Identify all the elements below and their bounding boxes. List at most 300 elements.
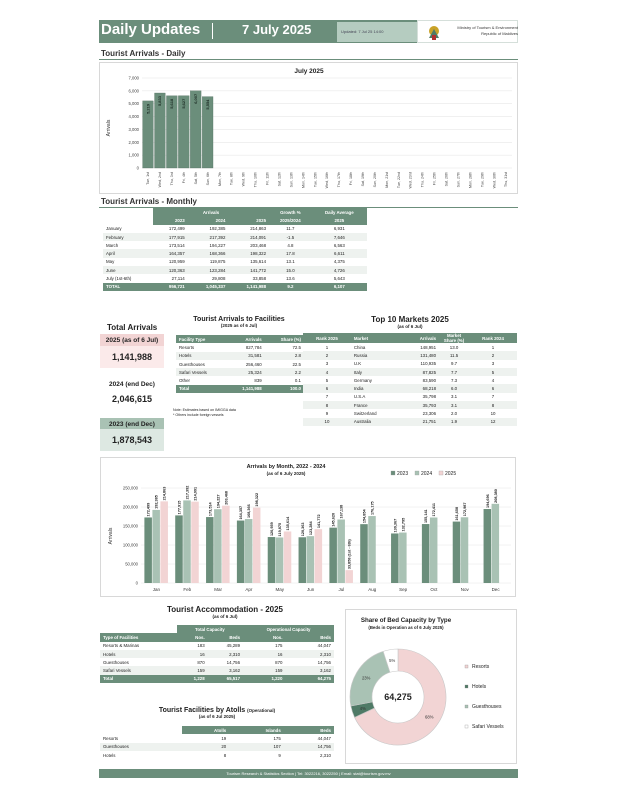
pie-legend-label: Hotels bbox=[472, 684, 487, 690]
pie-legend-swatch bbox=[465, 685, 468, 688]
atolls-row bbox=[100, 751, 334, 759]
top10-row bbox=[303, 360, 517, 368]
accommodation-total-tbeds: 65,517 bbox=[208, 675, 243, 683]
accommodation-col-operational: Operational Capacity bbox=[243, 625, 334, 633]
accommodation-cell-tbeds: 14,756 bbox=[226, 659, 241, 665]
monthly-bar-label: 194,696 bbox=[485, 494, 490, 509]
monthly-y-tick: 0 bbox=[135, 580, 138, 586]
top10-cell-arrivals: 21,751 bbox=[400, 418, 439, 426]
top10-cell-share: 2.0 bbox=[451, 411, 458, 417]
page-title: Daily Updates bbox=[101, 21, 201, 38]
footer-contact: Tourism Research & Statistics Section | Tel: 3022216, 3022250 | Email: stat@tourism.gov.mv bbox=[99, 769, 518, 778]
monthly-total-a2023: 956,721 bbox=[153, 283, 188, 291]
total-2025-label: 2025 (as of 6 Jul) bbox=[100, 334, 164, 347]
top10-cell-share: 7.3 bbox=[451, 377, 458, 383]
top10-cell-arrivals: 148,951 bbox=[420, 344, 437, 350]
monthly-cell-month: February bbox=[103, 233, 153, 241]
atolls-subtitle: (as of 6 Jul 2025) bbox=[198, 714, 236, 719]
monthly-bar bbox=[360, 524, 368, 583]
facilities-col-arrivals: Arrivals bbox=[227, 335, 265, 343]
monthly-bar-label: 123,284 bbox=[308, 521, 313, 536]
monthly-cell-avg: 7,646 bbox=[312, 233, 367, 241]
daily-y-tick: 5,000 bbox=[128, 101, 139, 107]
top10-cell-rank: 5 bbox=[325, 377, 329, 383]
top10-cell-rank: 4 bbox=[303, 368, 351, 376]
monthly-bar-label: 176,175 bbox=[370, 501, 375, 516]
monthly-bar bbox=[422, 524, 430, 583]
facilities-row bbox=[176, 360, 304, 368]
top10-cell-share: 6.0 bbox=[439, 384, 469, 392]
monthly-cell-a2023: 27,114 bbox=[171, 276, 185, 282]
daily-bar-label: 5,627 bbox=[181, 98, 187, 109]
monthly-cell-month: July (1st-6th) bbox=[106, 276, 132, 282]
daily-x-tick: Fri, 25th bbox=[432, 172, 437, 186]
top10-cell-rank24: 5 bbox=[469, 368, 517, 376]
monthly-cell-growth: 13.1 bbox=[286, 259, 295, 265]
accommodation-cell-type: Safari Vessels bbox=[100, 666, 177, 674]
top10-cell-rank24: 10 bbox=[490, 411, 496, 417]
monthly-bar-label: 172,499 bbox=[146, 502, 151, 517]
facilities-cell-type: Safari Vessels bbox=[176, 368, 227, 376]
atolls-title-line bbox=[100, 707, 334, 714]
facilities-cell-share: 22.5 bbox=[292, 361, 301, 367]
daily-y-tick: 7,000 bbox=[128, 75, 139, 81]
monthly-total-row bbox=[103, 283, 367, 291]
monthly-x-tick: Sep bbox=[399, 587, 408, 592]
monthly-x-tick: Jun bbox=[306, 587, 315, 592]
pie-legend-label: Guesthouses bbox=[472, 704, 502, 710]
monthly-bar bbox=[461, 517, 469, 583]
facilities-cell-share: 0.1 bbox=[294, 378, 301, 384]
monthly-x-tick: Aug bbox=[368, 587, 377, 592]
top10-row bbox=[303, 418, 517, 426]
monthly-bar bbox=[237, 521, 245, 583]
monthly-bar-label: 161,658 bbox=[455, 506, 460, 521]
atolls-cell-islands: 9 bbox=[278, 752, 281, 758]
top10-cell-rank24: 1 bbox=[491, 344, 495, 350]
title-separator bbox=[212, 23, 213, 39]
monthly-bar-label: 203,468 bbox=[224, 490, 229, 505]
top10-col-market: Market bbox=[351, 333, 401, 343]
monthly-bar-label: 164,357 bbox=[239, 505, 244, 520]
accommodation-cell-obeds: 14,756 bbox=[317, 659, 331, 665]
bed-share-chart bbox=[346, 610, 518, 765]
daily-x-tick: Sun, 20th bbox=[372, 172, 377, 188]
accommodation-cell-onos: 16 bbox=[243, 650, 285, 658]
atolls-cell-beds: 2,310 bbox=[320, 752, 331, 758]
facilities-col-share: Share (%) bbox=[265, 335, 304, 343]
top10-cell-rank24: 2 bbox=[469, 351, 517, 359]
monthly-x-tick: May bbox=[275, 587, 285, 592]
monthly-y-tick: 50,000 bbox=[125, 561, 138, 567]
daily-x-tick: Mon, 7th bbox=[217, 172, 222, 186]
monthly-cell-avg: 5,643 bbox=[333, 276, 345, 282]
daily-bar-label: 5,833 bbox=[157, 96, 163, 107]
daily-x-tick: Tue, 8th bbox=[229, 172, 234, 186]
monthly-cell-a2025: 214,091 bbox=[228, 233, 269, 241]
bed-share-panel bbox=[345, 609, 517, 764]
daily-chart bbox=[100, 63, 519, 195]
monthly-bar bbox=[315, 529, 323, 583]
monthly-cell-month: March bbox=[106, 242, 119, 248]
atolls-cell-islands: 175 bbox=[273, 735, 281, 741]
monthly-total-a2025: 1,141,988 bbox=[228, 283, 269, 291]
atolls-rows bbox=[100, 734, 334, 759]
daily-bar-label: 5,554 bbox=[204, 99, 210, 110]
monthly-bar bbox=[152, 510, 160, 583]
top10-cell-share: 1.9 bbox=[439, 418, 469, 426]
facilities-rows bbox=[176, 343, 304, 393]
accommodation-total-type: Total bbox=[100, 675, 177, 683]
top10-row bbox=[303, 401, 517, 409]
facilities-cell-share: 2.8 bbox=[265, 352, 304, 360]
facilities-cell-share: 2.2 bbox=[265, 368, 304, 376]
facilities-title: Tourist Arrivals to Facilities bbox=[193, 316, 285, 323]
top10-row bbox=[303, 368, 517, 376]
accommodation-cell-type: Hotels bbox=[100, 650, 177, 658]
monthly-cell-growth: 17.8 bbox=[269, 249, 312, 257]
atolls-row bbox=[100, 743, 334, 751]
top10-cell-market: India bbox=[351, 384, 401, 392]
top10-cell-arrivals: 68,218 bbox=[400, 384, 439, 392]
top10-table bbox=[303, 333, 517, 426]
monthly-cell-avg: 6,611 bbox=[312, 249, 367, 257]
monthly-cell-growth: 4.8 bbox=[287, 242, 294, 248]
daily-x-tick: Fri, 4th bbox=[181, 172, 186, 184]
daily-x-tick: Thu, 17th bbox=[337, 172, 342, 188]
monthly-bar-label: 167,138 bbox=[339, 504, 344, 519]
monthly-cell-a2023: 164,357 bbox=[153, 249, 188, 257]
total-arrivals-title: Total Arrivals bbox=[107, 323, 158, 332]
monthly-bar bbox=[307, 536, 315, 583]
daily-y-tick: 6,000 bbox=[128, 88, 139, 94]
monthly-bar-label: 155,141 bbox=[424, 509, 429, 524]
monthly-bar bbox=[391, 533, 399, 583]
monthly-row bbox=[103, 241, 367, 249]
top10-cell-share: 3.1 bbox=[439, 401, 469, 409]
accommodation-col-total: Total Capacity bbox=[177, 625, 243, 633]
top10-cell-share: 7.7 bbox=[439, 368, 469, 376]
monthly-total-avg: 6,107 bbox=[312, 283, 367, 291]
monthly-rows bbox=[103, 225, 367, 291]
pie-slice-label: 5% bbox=[389, 657, 396, 663]
top10-cell-arrivals: 23,306 bbox=[422, 411, 437, 417]
pie-legend-swatch bbox=[465, 665, 468, 668]
monthly-x-tick: Oct bbox=[430, 587, 438, 592]
monthly-total-month: TOTAL bbox=[103, 283, 153, 291]
facilities-cell-type: Resorts bbox=[179, 344, 195, 350]
facilities-total-type: Total bbox=[176, 385, 227, 393]
daily-x-tick: Sat, 5th bbox=[193, 172, 198, 185]
pie-legend-label: Safari Vessels bbox=[472, 724, 504, 730]
daily-y-tick: 2,000 bbox=[128, 139, 139, 145]
monthly-chart bbox=[101, 458, 517, 598]
top10-title: Top 10 Markets 2025 bbox=[371, 315, 449, 324]
accommodation-cell-obeds: 2,310 bbox=[285, 650, 334, 658]
atolls-cell-type: Hotels bbox=[103, 752, 116, 758]
monthly-bar-label: 120,363 bbox=[300, 522, 305, 537]
accommodation-cell-onos: 870 bbox=[275, 659, 283, 665]
top10-cell-rank: 2 bbox=[303, 351, 351, 359]
atolls-row bbox=[100, 734, 334, 742]
updated-timestamp: Updated: 7 Jul 25 14:00 bbox=[337, 22, 417, 42]
atolls-cell-beds: 14,756 bbox=[284, 743, 334, 751]
top10-cell-arrivals: 35,793 bbox=[400, 401, 439, 409]
accommodation-title: Tourist Accommodation - 2025 bbox=[166, 605, 284, 614]
facilities-cell-type: Other bbox=[179, 378, 190, 384]
daily-x-tick: Sat, 12th bbox=[277, 172, 282, 187]
pie-slice-label: 23% bbox=[361, 675, 371, 681]
total-2024-value: 2,046,615 bbox=[100, 388, 164, 410]
facilities-cell-arrivals: 25,324 bbox=[227, 368, 265, 376]
top10-cell-arrivals: 35,798 bbox=[422, 394, 437, 400]
accommodation-table bbox=[100, 625, 334, 683]
monthly-bar bbox=[299, 537, 307, 583]
facilities-notes bbox=[173, 408, 236, 418]
monthly-bar-label: 168,366 bbox=[247, 504, 252, 519]
accommodation-cell-obeds: 44,047 bbox=[317, 643, 331, 649]
facilities-subtitle: (2025 as of 6 Jul) bbox=[220, 323, 258, 328]
accommodation-total-obeds: 64,275 bbox=[285, 675, 334, 683]
report-date: 7 July 2025 bbox=[242, 22, 312, 37]
daily-x-tick: Mon, 21st bbox=[384, 172, 389, 188]
top10-cell-rank: 8 bbox=[303, 401, 351, 409]
top10-col-rank: Rank 2025 bbox=[303, 333, 351, 343]
accommodation-rows bbox=[100, 642, 334, 683]
facilities-note1: Note: Estimates based on IMIGGA data bbox=[173, 408, 236, 412]
daily-x-tick: Fri, 18th bbox=[349, 172, 354, 186]
accommodation-cell-tnos: 870 bbox=[197, 659, 205, 665]
pie-slice-label: 4% bbox=[359, 705, 366, 711]
monthly-bar-label: 217,392 bbox=[185, 485, 190, 500]
monthly-y-tick: 100,000 bbox=[122, 542, 138, 548]
top10-cell-market: Germany bbox=[353, 377, 372, 383]
monthly-row bbox=[103, 225, 367, 233]
daily-x-tick: Tue, 15th bbox=[313, 172, 318, 188]
daily-y-tick: 4,000 bbox=[128, 114, 139, 120]
monthly-bar bbox=[214, 509, 222, 583]
accommodation-cell-tnos: 16 bbox=[177, 650, 208, 658]
monthly-bar bbox=[276, 537, 284, 583]
top10-cell-market: U.K bbox=[353, 361, 362, 367]
monthly-chart-subtitle: (as of 6 July 2025) bbox=[266, 471, 306, 476]
monthly-cell-avg: 6,563 bbox=[333, 242, 345, 248]
daily-x-tick: Mon, 28th bbox=[468, 172, 473, 188]
daily-y-tick: 1,000 bbox=[128, 152, 139, 158]
monthly-bar bbox=[245, 519, 253, 583]
daily-bar-label: 5,618 bbox=[169, 98, 175, 109]
monthly-cell-a2025: 214,863 bbox=[250, 226, 267, 232]
monthly-cell-avg: 6,931 bbox=[333, 226, 345, 232]
monthly-cell-month: June bbox=[103, 266, 153, 274]
atolls-cell-type: Guesthouses bbox=[100, 743, 182, 751]
daily-x-tick: Thu, 3rd bbox=[170, 172, 175, 186]
monthly-legend-swatch bbox=[439, 471, 443, 475]
monthly-cell-a2024: 194,227 bbox=[209, 242, 226, 248]
monthly-bar-label: 214,863 bbox=[162, 486, 167, 501]
accommodation-cell-type: Resorts & Marinas bbox=[103, 643, 140, 649]
accommodation-cell-obeds: 3,162 bbox=[285, 666, 334, 674]
monthly-col-2025: 2025 bbox=[228, 216, 269, 224]
monthly-x-tick: Apr bbox=[245, 587, 253, 592]
daily-x-tick: Wed, 23rd bbox=[408, 172, 413, 189]
accommodation-col-type: Type of Facilities bbox=[100, 633, 177, 641]
atolls-cell-beds: 44,047 bbox=[317, 735, 331, 741]
monthly-bar bbox=[175, 515, 183, 583]
facilities-cell-type: Hotels bbox=[176, 352, 227, 360]
top10-cell-market: Russia bbox=[351, 351, 401, 359]
monthly-bar bbox=[430, 517, 438, 583]
accommodation-cell-onos: 159 bbox=[243, 666, 285, 674]
monthly-col-2023: 2023 bbox=[153, 216, 188, 224]
monthly-header-growth: Growth % bbox=[269, 208, 312, 216]
monthly-bar-label: 172,987 bbox=[463, 502, 468, 517]
pie-slice-label: 68% bbox=[425, 714, 434, 720]
monthly-cell-a2024: 29,808 bbox=[211, 276, 226, 282]
daily-x-tick: Wed, 16th bbox=[325, 172, 330, 189]
monthly-bar bbox=[191, 502, 199, 583]
monthly-bar-label: 132,795 bbox=[401, 517, 406, 532]
monthly-chart-title: Arrivals by Month, 2022 - 2024 bbox=[246, 464, 326, 470]
atolls-col-beds: Beds bbox=[284, 726, 334, 734]
monthly-col-2024: 2024 bbox=[188, 216, 229, 224]
accommodation-row bbox=[100, 650, 334, 658]
daily-x-tick: Thu, 31st bbox=[504, 172, 509, 187]
daily-x-tick: Sat, 19th bbox=[361, 172, 366, 187]
daily-x-tick: Wed, 2nd bbox=[158, 172, 163, 188]
facilities-total-row bbox=[176, 385, 304, 393]
monthly-cell-avg: 4,726 bbox=[312, 266, 367, 274]
daily-x-tick: Wed, 9th bbox=[241, 172, 246, 187]
accommodation-col-onos: Nos. bbox=[243, 633, 285, 641]
monthly-cell-a2025: 203,468 bbox=[250, 242, 267, 248]
accommodation-cell-tnos: 159 bbox=[177, 666, 208, 674]
total-2023-label: 2023 (end Dec) bbox=[100, 418, 164, 431]
top10-cell-rank: 3 bbox=[325, 361, 329, 367]
monthly-bar bbox=[284, 531, 292, 583]
facilities-heading bbox=[177, 316, 301, 328]
monthly-legend-label: 2025 bbox=[445, 471, 457, 477]
facilities-row bbox=[176, 376, 304, 384]
top10-heading bbox=[310, 315, 510, 329]
monthly-row bbox=[103, 249, 367, 257]
daily-rule bbox=[99, 59, 518, 60]
accommodation-col-tbeds: Beds bbox=[208, 633, 243, 641]
monthly-col-growth: 2025/2024 bbox=[269, 216, 312, 224]
atolls-heading bbox=[100, 707, 334, 719]
top10-col-rank24: Rank 2024 bbox=[469, 333, 517, 343]
atolls-cell-atolls: 20 bbox=[182, 743, 229, 751]
monthly-bar bbox=[160, 501, 168, 583]
monthly-bar-label: 120,959 bbox=[270, 522, 275, 537]
pie-center-value: 64,275 bbox=[384, 692, 412, 702]
monthly-bar-label: 172,411 bbox=[432, 502, 437, 517]
top10-row bbox=[303, 393, 517, 401]
daily-x-tick: Sat, 26th bbox=[444, 172, 449, 187]
monthly-cell-a2025: 198,322 bbox=[228, 249, 269, 257]
monthly-cell-growth: 11.7 bbox=[286, 226, 295, 232]
monthly-header-daily: Daily Average bbox=[312, 208, 367, 216]
monthly-cell-growth: 15.0 bbox=[269, 266, 312, 274]
monthly-bar-label: 173,514 bbox=[208, 502, 213, 517]
pie-legend-label: Resorts bbox=[472, 664, 490, 670]
ministry-line1: Ministry of Tourism & Environment bbox=[457, 25, 518, 30]
monthly-bar bbox=[337, 519, 345, 583]
accommodation-cell-tnos: 183 bbox=[197, 643, 205, 649]
monthly-cell-a2024: 123,284 bbox=[188, 266, 229, 274]
monthly-y-tick: 200,000 bbox=[122, 504, 138, 510]
top10-cell-market: Switzerland bbox=[353, 411, 377, 417]
facilities-row bbox=[176, 368, 304, 376]
atolls-cell-type: Resorts bbox=[103, 735, 119, 741]
daily-x-tick: Tue, 1st bbox=[146, 172, 151, 185]
top10-cell-arrivals: 110,935 bbox=[420, 361, 437, 367]
top10-cell-rank24: 8 bbox=[469, 401, 517, 409]
facilities-row bbox=[176, 343, 304, 351]
accommodation-cell-onos: 175 bbox=[275, 643, 283, 649]
monthly-row bbox=[103, 266, 367, 274]
monthly-cell-a2023: 120,363 bbox=[153, 266, 188, 274]
monthly-col-avg: 2025 bbox=[312, 216, 367, 224]
total-2025-value: 1,141,988 bbox=[100, 346, 164, 368]
monthly-cell-a2023: 173,514 bbox=[168, 242, 185, 248]
daily-x-tick: Wed, 30th bbox=[492, 172, 497, 189]
top10-cell-share: 9.7 bbox=[451, 361, 458, 367]
top10-cell-rank: 10 bbox=[303, 418, 351, 426]
monthly-bar-label: 177,915 bbox=[177, 500, 182, 515]
top10-cell-share: 11.5 bbox=[439, 351, 469, 359]
daily-y-tick: 0 bbox=[136, 165, 139, 171]
monthly-cell-a2024: 217,392 bbox=[188, 233, 229, 241]
monthly-bar bbox=[484, 509, 492, 583]
facilities-note2: * Others include foreign vessels bbox=[173, 413, 224, 417]
accommodation-total-onos: 1,220 bbox=[243, 675, 285, 683]
facilities-total-arrivals: 1,141,988 bbox=[227, 385, 265, 393]
daily-x-tick: Tue, 22nd bbox=[396, 172, 401, 189]
daily-x-tick: Thu, 10th bbox=[253, 172, 258, 188]
monthly-bar-label: 33,858 (1st - 6th) bbox=[347, 539, 352, 570]
top10-row bbox=[303, 384, 517, 392]
atolls-col-atolls: Atolls bbox=[182, 726, 229, 734]
monthly-legend-swatch bbox=[391, 471, 395, 475]
facilities-table bbox=[176, 335, 304, 393]
top10-cell-rank: 9 bbox=[325, 411, 329, 417]
facilities-col-type: Facility Type bbox=[176, 335, 227, 343]
monthly-cell-a2024: 168,366 bbox=[188, 249, 229, 257]
pie-title: Share of Bed Capacity by Type bbox=[360, 617, 452, 624]
top10-cell-share: 13.0 bbox=[449, 344, 459, 350]
top10-cell-market: Italy bbox=[351, 368, 401, 376]
atolls-title: Tourist Facilities by Atolls bbox=[158, 707, 246, 714]
daily-x-tick: Thu, 24th bbox=[420, 172, 425, 188]
monthly-cell-a2023: 177,915 bbox=[153, 233, 188, 241]
facilities-cell-arrivals: 839 bbox=[254, 378, 262, 384]
monthly-header-arrivals: Arrivals bbox=[153, 208, 269, 216]
monthly-bar bbox=[399, 533, 407, 583]
accommodation-total-row bbox=[100, 675, 334, 683]
accommodation-row bbox=[100, 642, 334, 650]
accommodation-cell-tbeds: 45,289 bbox=[226, 643, 241, 649]
monthly-bar bbox=[345, 570, 353, 583]
monthly-bar bbox=[453, 522, 461, 583]
monthly-x-tick: Jan bbox=[152, 587, 161, 592]
top10-subtitle: (as of 6 Jul) bbox=[397, 324, 423, 329]
monthly-bar bbox=[268, 537, 276, 583]
top10-cell-share: 3.1 bbox=[451, 394, 458, 400]
monthly-table bbox=[103, 208, 367, 291]
daily-y-tick: 3,000 bbox=[128, 126, 139, 132]
top10-cell-rank24: 7 bbox=[491, 394, 495, 400]
